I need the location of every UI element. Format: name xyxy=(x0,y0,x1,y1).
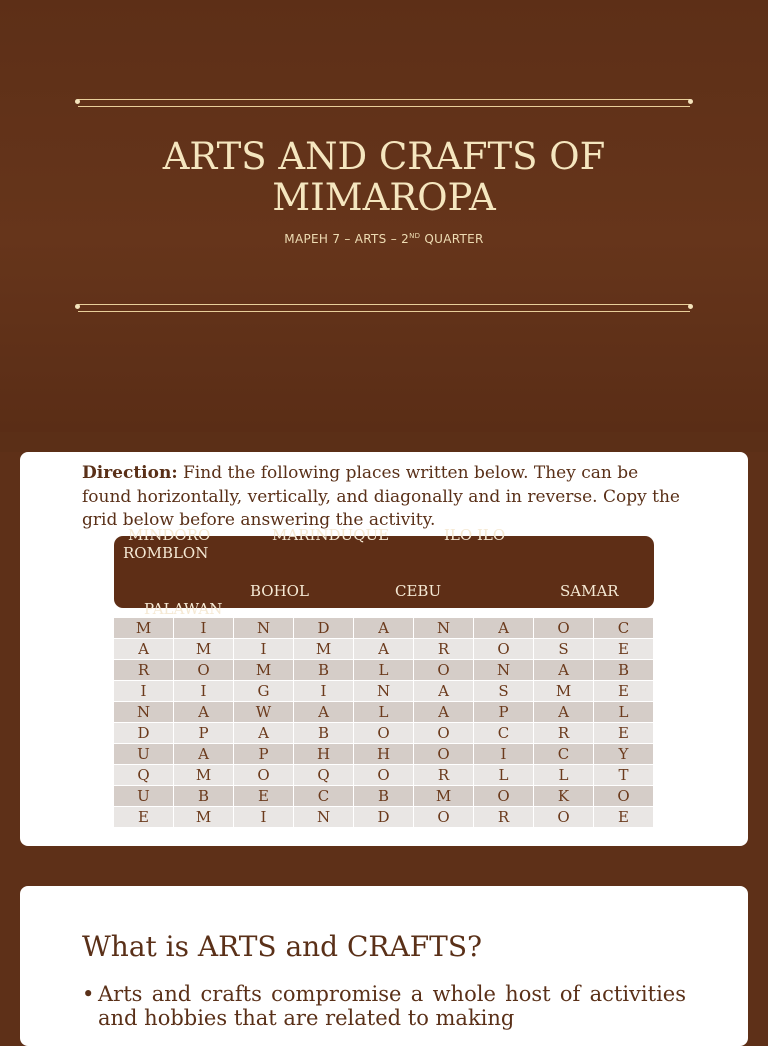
grid-cell: Y xyxy=(594,744,654,765)
grid-cell: M xyxy=(174,807,234,828)
grid-cell: L xyxy=(534,765,594,786)
grid-cell: C xyxy=(534,744,594,765)
grid-cell: A xyxy=(174,744,234,765)
grid-row xyxy=(114,786,654,807)
grid-row xyxy=(114,660,654,681)
grid-cell: A xyxy=(234,723,294,744)
grid-cell: O xyxy=(354,765,414,786)
grid-cell: I xyxy=(294,681,354,702)
grid-cell: B xyxy=(294,660,354,681)
grid-row xyxy=(114,744,654,765)
grid-cell: M xyxy=(534,681,594,702)
grid-cell: P xyxy=(474,702,534,723)
rule-dot-icon xyxy=(688,99,693,104)
grid-cell: U xyxy=(114,786,174,807)
grid-cell: A xyxy=(294,702,354,723)
grid-cell: O xyxy=(354,723,414,744)
grid-cell: O xyxy=(234,765,294,786)
grid-cell: W xyxy=(234,702,294,723)
title-slide xyxy=(0,0,768,432)
grid-cell: B xyxy=(354,786,414,807)
grid-row xyxy=(114,681,654,702)
slide-title xyxy=(0,136,768,218)
grid-cell: N xyxy=(294,807,354,828)
grid-cell: M xyxy=(174,765,234,786)
grid-cell: O xyxy=(414,744,474,765)
section-heading: What is ARTS and CRAFTS? xyxy=(82,930,483,963)
rule-dot-icon xyxy=(688,304,693,309)
grid-cell: I xyxy=(174,618,234,639)
grid-cell: O xyxy=(474,639,534,660)
grid-cell: I xyxy=(234,639,294,660)
grid-cell: I xyxy=(174,681,234,702)
grid-cell: O xyxy=(534,807,594,828)
direction-text: Find the following places written below. They can be found horizontally, vertically, and diagonally and in reverse. Copy the grid below before answering the activity. xyxy=(82,463,680,530)
grid-cell: B xyxy=(294,723,354,744)
word-iloilo: ILO ILO xyxy=(444,526,506,544)
grid-cell: A xyxy=(534,702,594,723)
grid-cell: A xyxy=(414,702,474,723)
grid-cell: T xyxy=(594,765,654,786)
direction-label: Direction: xyxy=(82,463,178,483)
grid-cell: A xyxy=(534,660,594,681)
subtitle-prefix: MAPEH 7 – ARTS – 2 xyxy=(284,232,410,246)
grid-cell: C xyxy=(294,786,354,807)
word-marinduque: MARINDUQUE xyxy=(272,526,390,544)
slide-divider xyxy=(0,432,768,452)
grid-cell: A xyxy=(354,639,414,660)
grid-cell: S xyxy=(534,639,594,660)
grid-cell: E xyxy=(234,786,294,807)
grid-cell: I xyxy=(234,807,294,828)
grid-cell: O xyxy=(414,807,474,828)
grid-cell: O xyxy=(414,660,474,681)
word-bohol: BOHOL xyxy=(250,582,309,600)
grid-cell: O xyxy=(534,618,594,639)
direction-paragraph xyxy=(82,462,692,533)
grid-cell: L xyxy=(594,702,654,723)
grid-cell: D xyxy=(354,807,414,828)
word-list-box xyxy=(114,526,654,618)
grid-cell: M xyxy=(234,660,294,681)
grid-cell: D xyxy=(294,618,354,639)
grid-cell: U xyxy=(114,744,174,765)
grid-row xyxy=(114,618,654,639)
bottom-decorative-rule xyxy=(78,304,690,312)
grid-cell: N xyxy=(354,681,414,702)
grid-cell: C xyxy=(474,723,534,744)
grid-cell: M xyxy=(174,639,234,660)
grid-row xyxy=(114,765,654,786)
title-line-2: MIMAROPA xyxy=(272,176,496,219)
grid-cell: D xyxy=(114,723,174,744)
grid-cell: O xyxy=(414,723,474,744)
grid-cell: I xyxy=(114,681,174,702)
grid-cell: B xyxy=(174,786,234,807)
bullet-item xyxy=(82,982,686,1030)
grid-cell: L xyxy=(354,702,414,723)
bullet-icon: • xyxy=(82,982,95,1006)
grid-cell: E xyxy=(594,723,654,744)
grid-cell: E xyxy=(594,681,654,702)
title-line-1: ARTS AND CRAFTS OF xyxy=(162,135,606,178)
grid-cell: R xyxy=(414,639,474,660)
rule-dot-icon xyxy=(75,304,80,309)
grid-cell: H xyxy=(294,744,354,765)
grid-cell: A xyxy=(474,618,534,639)
grid-row xyxy=(114,639,654,660)
grid-cell: M xyxy=(294,639,354,660)
grid-cell: P xyxy=(234,744,294,765)
grid-cell: A xyxy=(414,681,474,702)
subtitle-suffix: QUARTER xyxy=(420,232,484,246)
grid-cell: M xyxy=(414,786,474,807)
grid-cell: Q xyxy=(294,765,354,786)
grid-cell: N xyxy=(414,618,474,639)
grid-cell: H xyxy=(354,744,414,765)
slide-subtitle xyxy=(0,232,768,246)
grid-cell: G xyxy=(234,681,294,702)
grid-cell: N xyxy=(234,618,294,639)
word-samar: SAMAR xyxy=(560,582,619,600)
grid-cell: A xyxy=(114,639,174,660)
grid-cell: A xyxy=(174,702,234,723)
grid-cell: L xyxy=(354,660,414,681)
grid-cell: Q xyxy=(114,765,174,786)
grid-cell: P xyxy=(174,723,234,744)
grid-cell: C xyxy=(594,618,654,639)
bullet-text: Arts and crafts compromise a whole host of activities and hobbies that are related to making xyxy=(98,982,686,1030)
grid-cell: E xyxy=(594,639,654,660)
rule-dot-icon xyxy=(75,99,80,104)
grid-cell: O xyxy=(594,786,654,807)
grid-cell: S xyxy=(474,681,534,702)
grid-cell: O xyxy=(474,786,534,807)
subtitle-superscript: ND xyxy=(409,232,421,240)
grid-cell: K xyxy=(534,786,594,807)
grid-cell: L xyxy=(474,765,534,786)
grid-cell: R xyxy=(474,807,534,828)
word-romblon: ROMBLON xyxy=(123,544,209,562)
grid-cell: E xyxy=(114,807,174,828)
grid-row xyxy=(114,807,654,828)
grid-cell: R xyxy=(414,765,474,786)
grid-cell: N xyxy=(474,660,534,681)
grid-cell: R xyxy=(114,660,174,681)
word-mindoro: MINDORO xyxy=(128,526,211,544)
grid-row xyxy=(114,702,654,723)
grid-cell: I xyxy=(474,744,534,765)
top-decorative-rule xyxy=(78,99,690,107)
grid-cell: A xyxy=(354,618,414,639)
word-cebu: CEBU xyxy=(395,582,442,600)
grid-cell: N xyxy=(114,702,174,723)
word-palawan: PALAWAN xyxy=(144,600,223,618)
word-search-grid xyxy=(114,618,654,828)
grid-cell: O xyxy=(174,660,234,681)
grid-cell: M xyxy=(114,618,174,639)
grid-cell: R xyxy=(534,723,594,744)
grid-row xyxy=(114,723,654,744)
grid-cell: E xyxy=(594,807,654,828)
grid-cell: B xyxy=(594,660,654,681)
